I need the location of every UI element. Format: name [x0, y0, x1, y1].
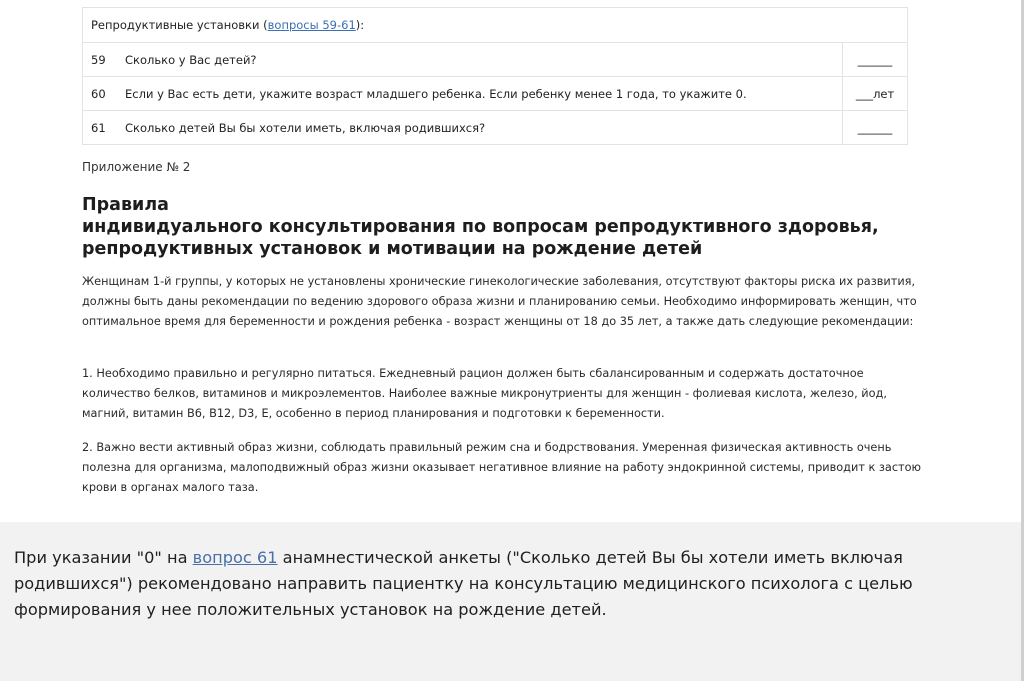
- question-number: 60: [83, 77, 126, 111]
- bottom-note-suffix: анамнестической анкеты ("Сколько детей Вы бы хотели иметь включая родившихся") рекомендовано направить пациентку на консультацию медицинского психолога с целью формирования у нее положительных установок на рождение детей.: [14, 548, 913, 619]
- table-header-suffix: ):: [355, 18, 365, 32]
- question-61-link[interactable]: вопрос 61: [192, 548, 278, 567]
- table-row: [83, 111, 908, 145]
- table-header-cell: [83, 8, 908, 43]
- questionnaire-table: [82, 7, 908, 145]
- question-number: 59: [83, 43, 126, 77]
- question-text: Сколько у Вас детей?: [125, 43, 843, 77]
- bottom-note-prefix: При указании "0" на: [14, 548, 193, 567]
- appendix-label: Приложение № 2: [82, 160, 191, 174]
- table-row: [83, 77, 908, 111]
- question-text: Если у Вас есть дети, укажите возраст младшего ребенка. Если ребенку менее 1 года, то укажите 0.: [125, 77, 843, 111]
- recommendation-2: 2. Важно вести активный образ жизни, соблюдать правильный режим сна и бодрствования. Умеренная физическая активность очень полезна для организма, малоподвижный образ жизни оказывает негативное влияние на работу эндокринной системы, приводит к застою крови в органах малого таза.: [82, 441, 922, 494]
- answer-field[interactable]: ______: [843, 111, 908, 145]
- bottom-note: [14, 545, 1022, 623]
- answer-field[interactable]: ___лет: [843, 77, 908, 111]
- rules-title: Правила индивидуального консультирования по вопросам репродуктивного здоровья, репродуктивных установок и мотивации на рождение детей: [82, 195, 879, 259]
- question-number: 61: [83, 111, 126, 145]
- questions-link[interactable]: вопросы 59-61: [267, 18, 356, 32]
- table-header-prefix: Репродуктивные установки (: [91, 18, 268, 32]
- answer-field[interactable]: ______: [843, 43, 908, 77]
- question-text: Сколько детей Вы бы хотели иметь, включая родившихся?: [125, 111, 843, 145]
- intro-paragraph: Женщинам 1-й группы, у которых не установлены хронические гинекологические заболевания, отсутствуют факторы риска их развития, должны быть даны рекомендации по ведению здорового образа жизни и планированию семьи. Необходимо информировать женщин, что оптимальное время для беременности и рождения ребенка - возраст женщины от 18 до 35 лет, а также дать следующие рекомендации:: [82, 275, 917, 328]
- recommendation-1: 1. Необходимо правильно и регулярно питаться. Ежедневный рацион должен быть сбалансированным и содержать достаточное количество белков, витаминов и микроэлементов. Наиболее важные микронутриенты для женщин - фолиевая кислота, железо, йод, магний, витамин В6, В12, D3, Е, особенно в период планирования и подготовки к беременности.: [82, 367, 887, 420]
- table-header-row: [83, 8, 908, 43]
- table-row: [83, 43, 908, 77]
